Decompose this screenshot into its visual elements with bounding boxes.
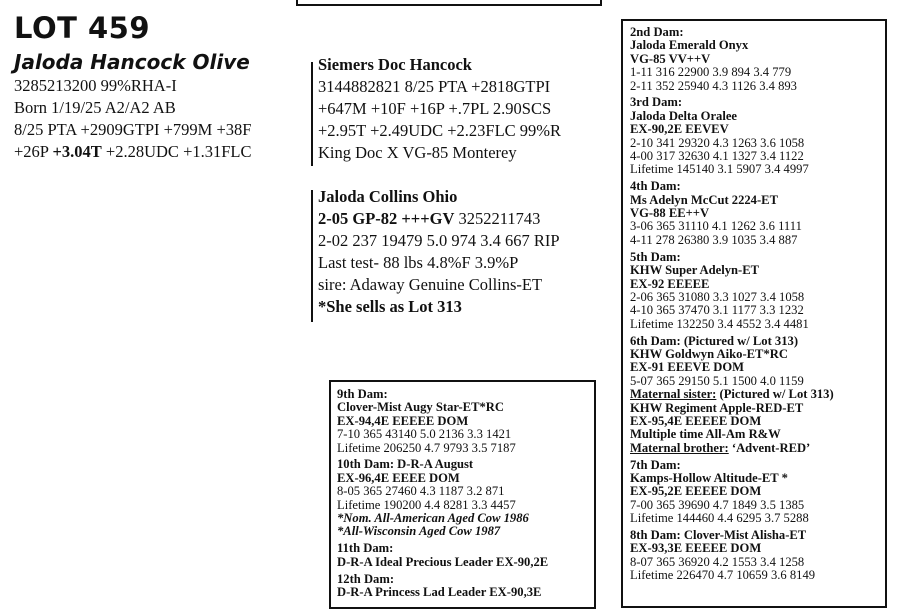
dam12-name: D-R-A Princess Lad Leader EX-90,3E: [337, 584, 542, 599]
dam9-score: EX-94,4E EEEEE DOM: [337, 413, 469, 428]
dam7-score: EX-95,2E EEEEE DOM: [630, 484, 762, 499]
pedigree-box-left: [329, 380, 596, 609]
sire-line: +647M +10F +16P +.7PL 2.90SCS: [318, 99, 552, 118]
dam-line: Last test- 88 lbs 4.8%F 3.9%P: [318, 253, 519, 272]
maternal-sister-label: Maternal sister:: [630, 387, 717, 402]
dam9-name: Clover-Mist Augy Star-ET*RC: [337, 400, 504, 415]
dam4-label: 4th Dam:: [630, 179, 681, 194]
sire-divider: [311, 62, 313, 166]
dam3-record: 2-10 341 29320 4.3 1263 3.6 1058: [630, 135, 805, 150]
dam-line: sire: Adaway Genuine Collins-ET: [318, 275, 543, 294]
dam12-label: 12th Dam:: [337, 571, 395, 586]
dam4-record: 4-11 278 26380 3.9 1035 3.4 887: [630, 232, 798, 247]
sire-block: [318, 57, 561, 167]
dam-line: 2-02 237 19479 5.0 974 3.4 667 RIP: [318, 231, 560, 250]
dam11-name: D-R-A Ideal Precious Leader EX-90,2E: [337, 554, 549, 569]
dam9-lifetime: Lifetime 206250 4.7 9793 3.5 7187: [337, 440, 516, 455]
dam7-name: Kamps-Hollow Altitude-ET *: [630, 471, 788, 485]
registration-line: 3285213200 99%RHA-I: [14, 76, 177, 95]
lot-info: [14, 78, 252, 166]
dam10-award-note: *All-Wisconsin Aged Cow 1987: [337, 524, 501, 539]
dam3-label: 3rd Dam:: [630, 95, 683, 110]
maternal-sister-label-line: [630, 388, 885, 401]
dam-name: Jaloda Collins Ohio: [318, 187, 458, 206]
pta-part: +2.28UDC +1.31FLC: [101, 142, 252, 161]
dam7-lifetime: Lifetime 144460 4.4 6295 3.7 5288: [630, 511, 809, 526]
dam-registration: 3252211743: [454, 209, 541, 228]
pedigree-box-right: [621, 19, 887, 608]
dam5-name: KHW Super Adelyn-ET: [630, 263, 760, 278]
maternal-brother-label: Maternal brother:: [630, 440, 729, 455]
dam8-score: EX-93,3E EEEEE DOM: [630, 541, 762, 556]
birth-line: Born 1/19/25 A2/A2 AB: [14, 98, 176, 117]
dam2-name: Jaloda Emerald Onyx: [630, 38, 749, 53]
dam5-lifetime: Lifetime 132250 3.4 4552 3.4 4481: [630, 316, 809, 331]
dam5-label: 5th Dam:: [630, 249, 681, 264]
sire-line: 3144882821 8/25 PTA +2818GTPI: [318, 77, 551, 96]
dam6-label: 6th Dam: (Pictured w/ Lot 313): [630, 333, 799, 348]
dam9-label: 9th Dam:: [337, 387, 388, 401]
dam3-name: Jaloda Delta Oralee: [630, 108, 738, 123]
dam2-label: 2nd Dam:: [630, 25, 684, 39]
pta-type-bold: +3.04T: [52, 142, 102, 161]
dam9-record: 7-10 365 43140 5.0 2136 3.3 1421: [337, 427, 512, 442]
dam5-score: EX-92 EEEEE: [630, 276, 710, 291]
dam10-award-note: *Nom. All-American Aged Cow 1986: [337, 511, 529, 526]
dam7-label: 7th Dam:: [630, 457, 681, 472]
dam4-name: Ms Adelyn McCut 2224-ET: [630, 192, 778, 207]
dam3-record: 4-00 317 32630 4.1 1327 3.4 1122: [630, 149, 804, 164]
dam6-score: EX-91 EEEVE DOM: [630, 360, 745, 375]
maternal-sister-picture-note: (Pictured w/ Lot 313): [716, 387, 834, 402]
dam-classification: 2-05 GP-82 +++GV: [318, 209, 455, 228]
maternal-sister-note: Multiple time All-Am R&W: [630, 427, 781, 442]
dam3-lifetime: Lifetime 145140 3.1 5907 3.4 4997: [630, 162, 809, 177]
dam11-label: 11th Dam:: [337, 541, 394, 556]
dam3-score: EX-90,2E EEVEV: [630, 122, 729, 137]
sire-line: +2.95T +2.49UDC +2.23FLC 99%R: [318, 121, 562, 140]
dam2-record: 2-11 352 25940 4.3 1126 3.4 893: [630, 78, 797, 93]
dam8-label: 8th Dam: Clover-Mist Alisha-ET: [630, 528, 807, 543]
dam4-record: 3-06 365 31110 4.1 1262 3.6 1111: [630, 219, 802, 234]
lot-title: LOT 459: [14, 11, 151, 45]
dam5-record: 4-10 365 37470 3.1 1177 3.3 1232: [630, 303, 804, 318]
dam6-record: 5-07 365 29150 5.1 1500 4.0 1159: [630, 373, 804, 388]
dam10-score: EX-96,4E EEEE DOM: [337, 470, 460, 485]
maternal-sister-score: EX-95,4E EEEEE DOM: [630, 413, 762, 428]
dam-divider: [311, 190, 313, 322]
dam8-lifetime: Lifetime 226470 4.7 10659 3.6 8149: [630, 568, 816, 583]
dam10-record: 8-05 365 27460 4.3 1187 3.2 871: [337, 484, 505, 499]
dam10-label: 10th Dam: D-R-A August: [337, 457, 474, 472]
dam10-lifetime: Lifetime 190200 4.4 8281 3.3 4457: [337, 497, 516, 512]
dam7-record: 7-00 365 39690 4.7 1849 3.5 1385: [630, 497, 805, 512]
dam-note: *She sells as Lot 313: [318, 297, 462, 316]
dam2-record: 1-11 316 22900 3.9 894 3.4 779: [630, 65, 792, 80]
dam4-score: VG-88 EE++V: [630, 206, 710, 221]
maternal-brother-line: [630, 442, 885, 455]
cow-name: Jaloda Hancock Olive: [14, 50, 250, 74]
sire-name: Siemers Doc Hancock: [318, 55, 472, 74]
pta-line: 8/25 PTA +2909GTPI +799M +38F: [14, 120, 252, 139]
dam5-record: 2-06 365 31080 3.3 1027 3.4 1058: [630, 289, 805, 304]
dam-block: [318, 189, 560, 321]
dam2-score: VG-85 VV++V: [630, 51, 711, 66]
top-box-stub: [296, 0, 602, 6]
pta-part: +26P: [14, 142, 53, 161]
dam8-record: 8-07 365 36920 4.2 1553 3.4 1258: [630, 554, 805, 569]
pta-line-2: [14, 144, 252, 166]
dam-class-line: [318, 211, 560, 233]
dam6-name: KHW Goldwyn Aiko-ET*RC: [630, 346, 788, 361]
maternal-sister-name: KHW Regiment Apple-RED-ET: [630, 400, 804, 415]
sire-line: King Doc X VG-85 Monterey: [318, 143, 517, 162]
maternal-brother-name: ‘Advent-RED’: [728, 440, 811, 455]
